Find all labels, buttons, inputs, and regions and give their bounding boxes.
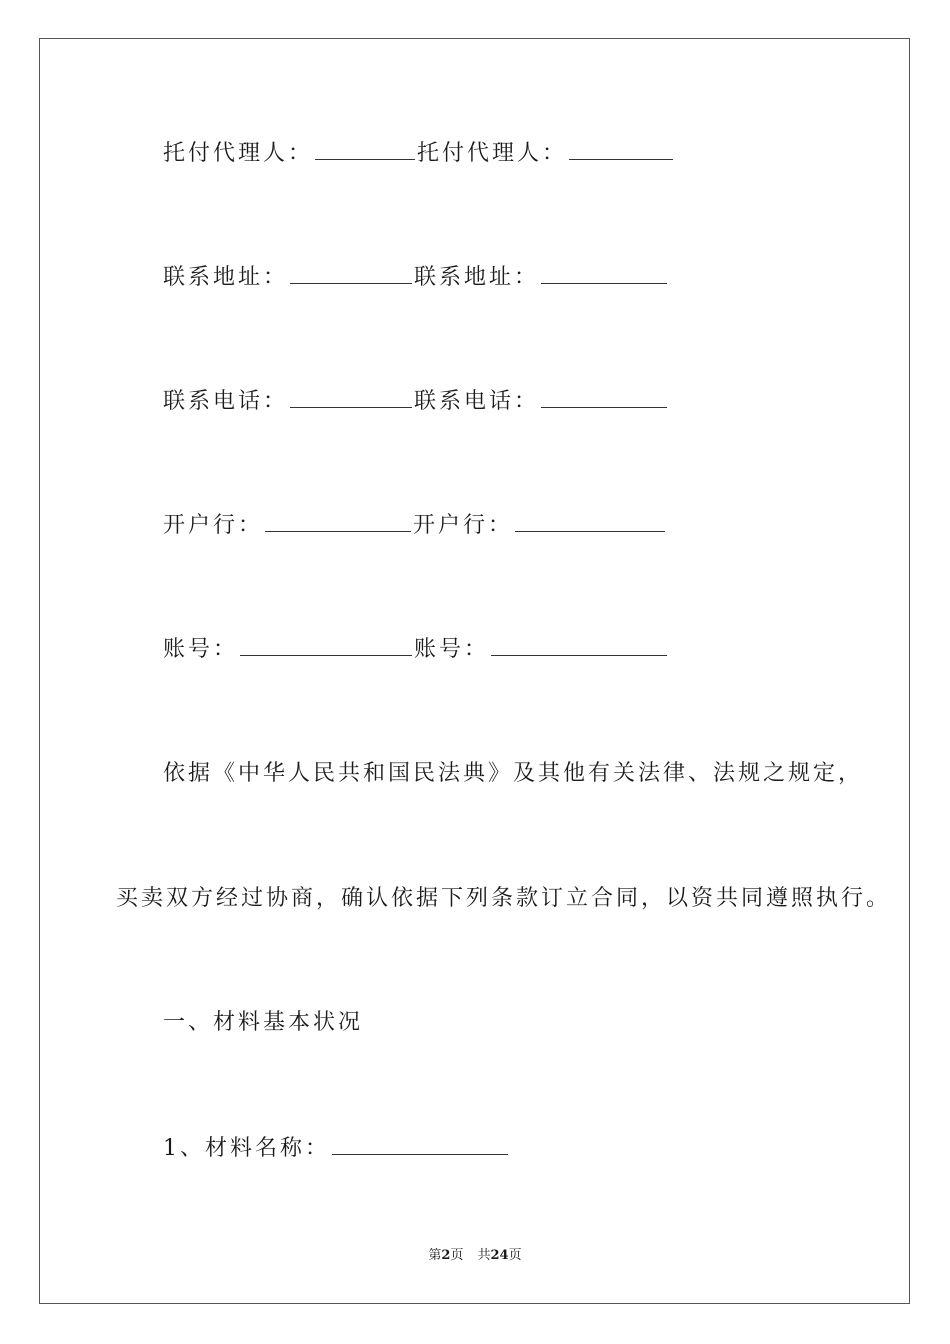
account-blank-party-b[interactable] (491, 633, 667, 656)
paragraph-line-1: 依据《中华人民共和国民法典》及其他有关法律、法规之规定， (163, 761, 864, 786)
agent-row (163, 137, 675, 169)
agent-blank-party-a[interactable] (315, 137, 415, 160)
bank-label-party-a: 开户行： (163, 513, 264, 538)
account-label-party-a: 账号： (163, 637, 239, 662)
address-label-party-b: 联系地址： (414, 265, 540, 290)
footer-page-number: 2 (441, 1248, 451, 1263)
phone-label-party-b: 联系电话： (414, 389, 540, 414)
address-blank-party-b[interactable] (541, 261, 667, 284)
account-label-party-b: 账号： (414, 637, 490, 662)
material-name-row (163, 1132, 510, 1164)
footer-page-suffix: 页 (450, 1248, 464, 1263)
bank-row (163, 509, 667, 541)
phone-row (163, 385, 669, 417)
address-row (163, 261, 669, 293)
paragraph-line-2: 买卖双方经过协商，确认依据下列条款订立合同，以资共同遵照执行。 (116, 886, 892, 911)
phone-label-party-a: 联系电话： (163, 389, 289, 414)
material-name-label: 1、材料名称： (163, 1136, 330, 1161)
section-heading: 一、材料基本状况 (163, 1010, 364, 1035)
footer-total-suffix: 页 (508, 1248, 522, 1263)
page-footer (0, 1247, 950, 1265)
bank-blank-party-a[interactable] (265, 509, 411, 532)
page-frame (39, 38, 910, 1304)
footer-total-prefix: 共 (477, 1248, 491, 1263)
phone-blank-party-b[interactable] (541, 385, 667, 408)
material-name-blank[interactable] (332, 1132, 508, 1155)
address-blank-party-a[interactable] (290, 261, 412, 284)
footer-total-pages: 24 (490, 1248, 509, 1263)
footer-page-prefix: 第 (428, 1248, 442, 1263)
agent-label-party-b: 托付代理人： (417, 141, 568, 166)
bank-blank-party-b[interactable] (515, 509, 665, 532)
address-label-party-a: 联系地址： (163, 265, 289, 290)
bank-label-party-b: 开户行： (413, 513, 514, 538)
account-blank-party-a[interactable] (240, 633, 412, 656)
agent-label-party-a: 托付代理人： (163, 141, 314, 166)
phone-blank-party-a[interactable] (290, 385, 412, 408)
account-row (163, 633, 669, 665)
agent-blank-party-b[interactable] (569, 137, 673, 160)
